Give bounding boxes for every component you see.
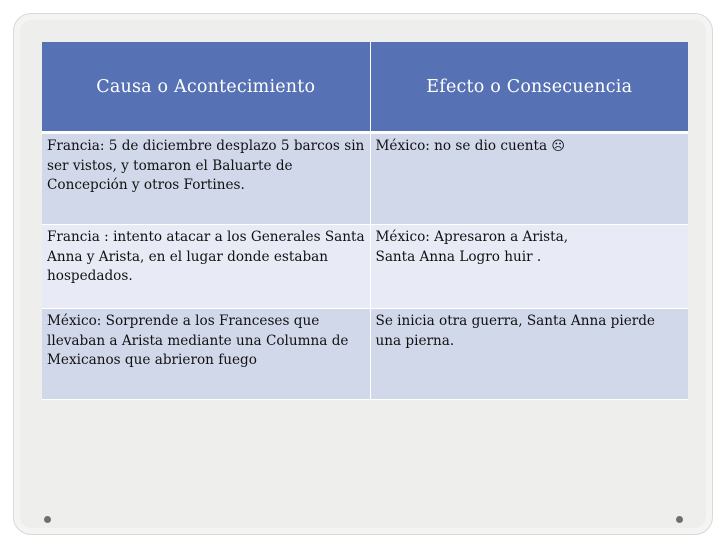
cause-text: México: Sorprende a los Franceses que llevaban a Arista mediante una Columna de Mexicanos que abrieron fuego bbox=[47, 313, 349, 368]
cause-effect-table bbox=[42, 42, 688, 400]
corner-dot-bottom-right bbox=[676, 516, 683, 523]
effect-cell bbox=[370, 309, 688, 400]
cause-text: Francia: 5 de diciembre desplazo 5 barcos sin ser vistos, y tomaron el Baluarte de Concepción y otros Fortines. bbox=[47, 138, 365, 193]
effect-cell bbox=[370, 225, 688, 309]
table-row bbox=[42, 133, 688, 225]
cause-text: Francia : intento atacar a los Generales Santa Anna y Arista, en el lugar donde estaban hospedados. bbox=[47, 229, 365, 284]
effect-text: Se inicia otra guerra, Santa Anna pierde una pierna. bbox=[375, 313, 655, 349]
cause-cell bbox=[42, 133, 370, 225]
table-row bbox=[42, 309, 688, 400]
effect-text-line-2: Santa Anna Logro huir . bbox=[375, 248, 542, 265]
table-row bbox=[42, 225, 688, 309]
effect-cell bbox=[370, 133, 688, 225]
header-cause: Causa o Acontecimiento bbox=[42, 42, 370, 133]
cause-cell bbox=[42, 225, 370, 309]
cause-cell bbox=[42, 309, 370, 400]
effect-text-line-1: México: Apresaron a Arista, bbox=[375, 229, 569, 245]
header-effect: Efecto o Consecuencia bbox=[370, 42, 688, 133]
table-header-row bbox=[42, 42, 688, 133]
corner-dot-bottom-left bbox=[44, 516, 51, 523]
effect-text: México: no se dio cuenta bbox=[375, 138, 548, 154]
sad-face-icon: ☹ bbox=[551, 139, 565, 154]
